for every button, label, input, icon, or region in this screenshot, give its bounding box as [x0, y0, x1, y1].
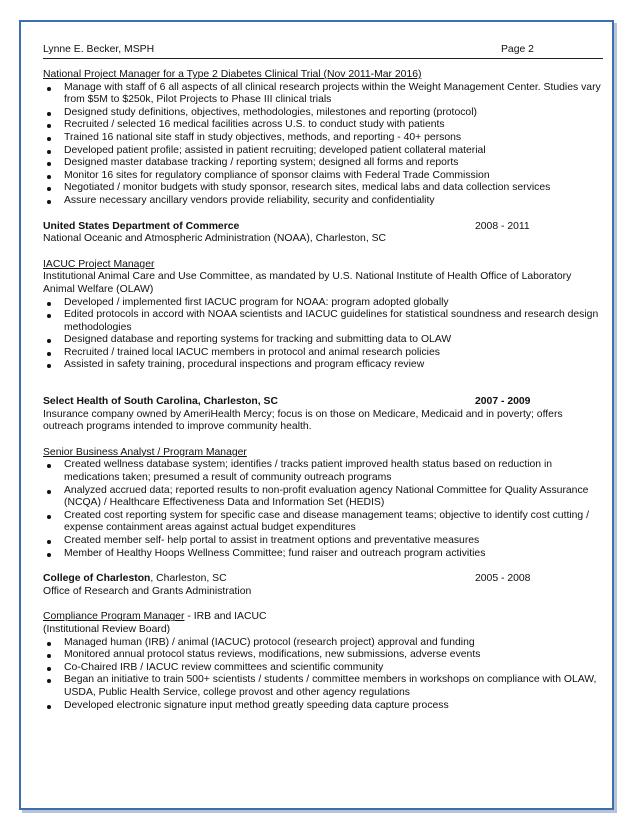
- list-item: Created wellness database system; identifies / tracks patient improved health status based on reduction in medications taken; presumed a result of community outreach programs: [43, 459, 603, 484]
- employer4-role-line: [43, 611, 603, 624]
- employer2-desc: Institutional Animal Care and Use Committee, as mandated by U.S. National Institute of Health Office of Laboratory Animal Welfare (OLAW): [43, 271, 572, 295]
- employer4-location: , Charleston, SC: [150, 573, 227, 585]
- list-item: Member of Healthy Hoops Wellness Committee; fund raiser and outreach program activities: [43, 548, 603, 561]
- employer4-role: Compliance Program Manager: [43, 611, 185, 623]
- header-name: Lynne E. Becker, MSPH: [43, 44, 155, 55]
- section1-title: National Project Manager for a Type 2 Diabetes Clinical Trial (Nov 2011-Mar 2016): [43, 69, 422, 80]
- employer2-dates: 2008 - 2011: [475, 220, 530, 232]
- list-item: Analyzed accrued data; reported results to non-profit evaluation agency National Committee for Quality Assurance (NCQA) / Healthcare Effectiveness Data and Information Set (HEDIS): [43, 485, 603, 510]
- list-item: Designed study definitions, objectives, methodologies, milestones and reporting (protocol): [43, 107, 603, 120]
- list-item: Designed master database tracking / reporting system; designed all forms and reports: [43, 157, 603, 170]
- employer4-sub: Office of Research and Grants Administration: [43, 585, 252, 597]
- employer2-role: IACUC Project Manager: [43, 258, 155, 270]
- list-item: Negotiated / monitor budgets with study sponsor, research sites, medical labs and data collection services: [43, 182, 603, 195]
- page-content: [43, 44, 603, 712]
- employer3-bullets: [43, 459, 603, 560]
- list-item: Developed / implemented first IACUC program for NOAA: program adopted globally: [43, 297, 603, 310]
- list-item: Managed human (IRB) / animal (IACUC) protocol (research project) approval and funding: [43, 637, 603, 650]
- list-item: Designed database and reporting systems for tracking and submitting data to OLAW: [43, 334, 603, 347]
- employer4-row: [43, 573, 603, 586]
- list-item: Monitored annual protocol status reviews, modifications, new submissions, adverse events: [43, 649, 603, 662]
- employer4-role-suffix: - IRB and IACUC: [184, 611, 267, 623]
- list-item: Edited protocols in accord with NOAA scientists and IACUC guidelines for statistical soundness and research design methodologies: [43, 309, 603, 334]
- employer3-name: Select Health of South Carolina: [43, 396, 198, 408]
- resume-page: [19, 20, 614, 810]
- list-item: Monitor 16 sites for regulatory compliance of sponsor claims with Federal Trade Commission: [43, 170, 603, 183]
- list-item: Began an initiative to train 500+ scientists / students / committee members in workshops on compliance with OLAW, USDA, Public Health Service, college provost and other agency regulations: [43, 674, 603, 699]
- employer4-name: College of Charleston: [43, 573, 151, 585]
- employer2-row: [43, 221, 603, 234]
- employer2-bullets: [43, 297, 603, 373]
- employer4-role-note: (Institutional Review Board): [43, 623, 171, 635]
- list-item: Assisted in safety training, procedural inspections and program efficacy review: [43, 359, 603, 372]
- list-item: Manage with staff of 6 all aspects of all clinical research projects within the Weight Management Center. Studies vary from $5M to $250k, Pilot Projects to Phase III clinical trials: [43, 82, 603, 107]
- list-item: Recruited / selected 16 medical facilities across U.S. to conduct study with patients: [43, 119, 603, 132]
- employer3-row: [43, 396, 603, 409]
- page-number: Page 2: [501, 44, 534, 55]
- employer3-location: , Charleston, SC: [197, 396, 278, 408]
- list-item: Developed patient profile; assisted in patient recruiting; developed patient collateral material: [43, 145, 603, 158]
- list-item: Assure necessary ancillary vendors provide reliability, security and confidentiality: [43, 195, 603, 208]
- employer2-name: United States Department of Commerce: [43, 220, 240, 232]
- employer2-sub: National Oceanic and Atmospheric Administration (NOAA), Charleston, SC: [43, 233, 387, 245]
- list-item: Created cost reporting system for specific case and disease management teams; objective to identify cost cutting / expense containment areas against actual budget expenditures: [43, 510, 603, 535]
- list-item: Co-Chaired IRB / IACUC review committees and scientific community: [43, 662, 603, 675]
- list-item: Recruited / trained local IACUC members in protocol and animal research policies: [43, 347, 603, 360]
- page-header: [43, 44, 603, 59]
- employer4-dates: 2005 - 2008: [475, 573, 531, 585]
- list-item: Developed electronic signature input method greatly speeding data capture process: [43, 700, 603, 713]
- employer3-role: Senior Business Analyst / Program Manager: [43, 446, 247, 458]
- section1-bullets: [43, 82, 603, 208]
- list-item: Created member self- help portal to assist in treatment options and preventative measures: [43, 535, 603, 548]
- employer4-bullets: [43, 637, 603, 713]
- list-item: Trained 16 national site staff in study objectives, methods, and reporting - 40+ persons: [43, 132, 603, 145]
- employer3-desc: Insurance company owned by AmeriHealth Mercy; focus is on those on Medicare, Medicaid and in poverty; offers outreach programs intended to improve community health.: [43, 408, 563, 433]
- employer3-dates: 2007 - 2009: [475, 396, 531, 408]
